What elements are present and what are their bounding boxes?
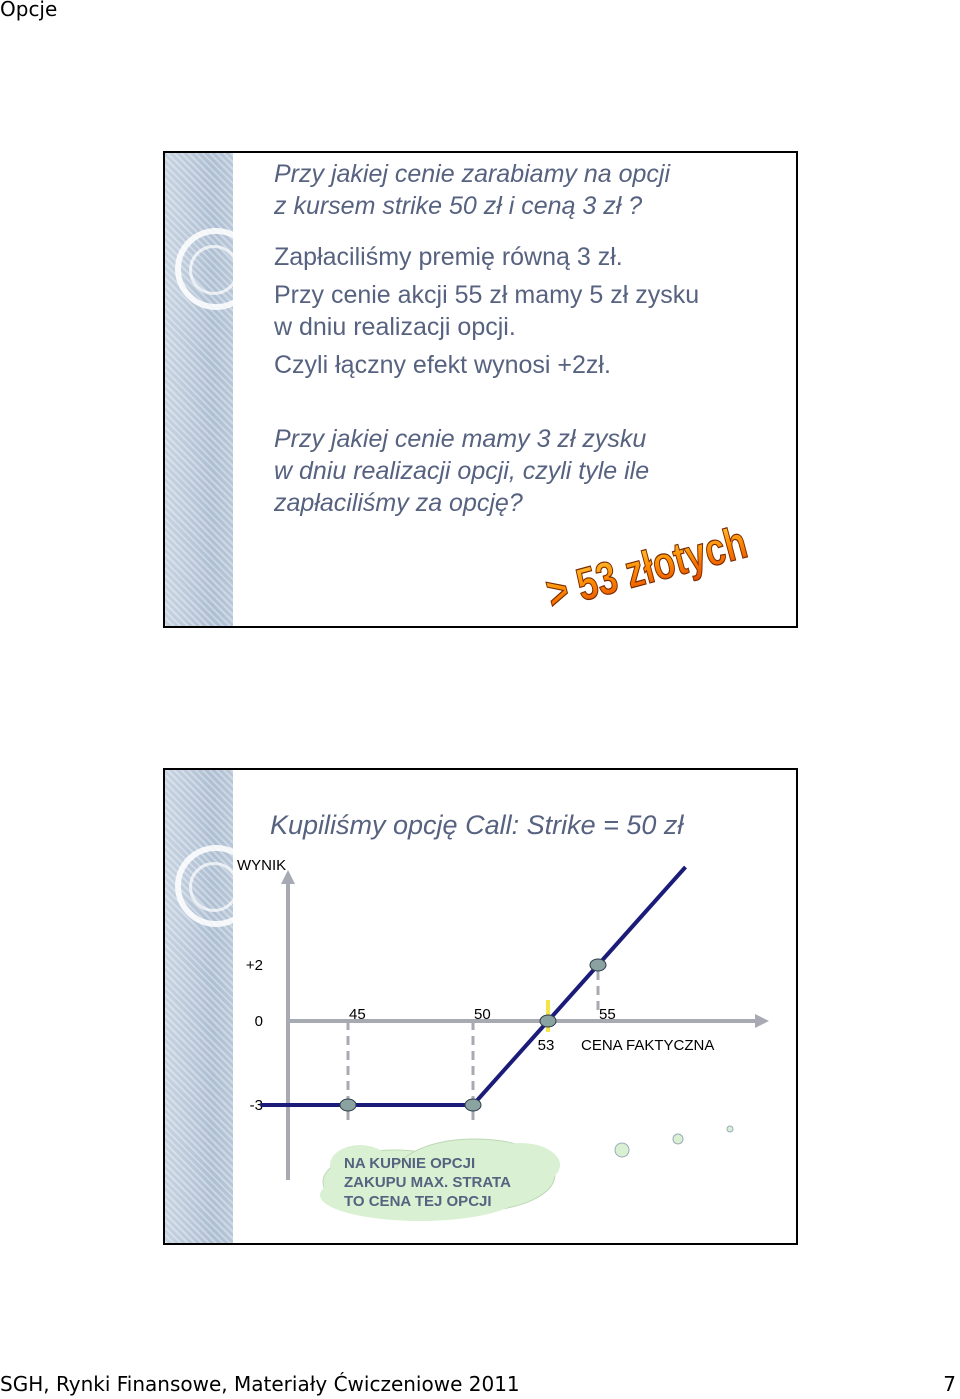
x-tick-layer xyxy=(349,1006,616,1054)
y-tick-label: -3 xyxy=(249,1097,263,1114)
y-tick-label: +2 xyxy=(245,957,263,974)
x-tick-label: 55 xyxy=(599,1006,616,1023)
answer-line: w dniu realizacji opcji. xyxy=(274,313,516,341)
question-1 xyxy=(274,158,670,222)
wordart-text: > 53 złotych xyxy=(540,500,808,619)
data-point xyxy=(540,1015,556,1027)
y-tick-layer xyxy=(246,957,263,1114)
question-1-line: Przy jakiej cenie zarabiamy na opcji xyxy=(274,160,671,188)
cloud-callout xyxy=(320,1139,560,1221)
x-axis-label: CENA FAKTYCZNA xyxy=(581,1037,715,1054)
y-tick-label: 0 xyxy=(254,1013,263,1030)
x-axis-arrow xyxy=(755,1014,769,1028)
x-tick-label: 53 xyxy=(537,1037,555,1054)
page-header: Opcje xyxy=(0,0,58,21)
page-number: 7 xyxy=(943,1372,956,1396)
x-tick-label: 45 xyxy=(349,1006,366,1023)
answer-block xyxy=(274,239,699,383)
callout-line: TO CENA TEJ OPCJI xyxy=(344,1193,492,1210)
answer-line: Zapłaciliśmy premię równą 3 zł. xyxy=(274,243,623,271)
slide-2 xyxy=(163,768,798,1245)
thought-bubble xyxy=(727,1126,733,1132)
data-point xyxy=(465,1099,481,1111)
question-2-line: w dniu realizacji opcji, czyli tyle ile xyxy=(274,457,650,485)
thought-bubble xyxy=(673,1134,683,1144)
question-1-line: z kursem strike 50 zł i ceną 3 zł ? xyxy=(274,192,643,220)
thought-bubble xyxy=(615,1143,629,1157)
ring-decoration xyxy=(189,245,239,295)
slide-2-title: Kupiliśmy opcję Call: Strike = 50 zł xyxy=(270,810,684,840)
question-2-line: zapłaciliśmy za opcję? xyxy=(274,489,523,517)
page-footer: SGH, Rynki Finansowe, Materiały Ćwiczeniowe 2011 xyxy=(0,1372,520,1396)
y-axis-label: WYNIK xyxy=(237,857,287,874)
callout-line: NA KUPNIE OPCJI xyxy=(344,1155,476,1172)
payoff-chart xyxy=(165,770,796,1243)
data-point xyxy=(590,959,606,971)
question-2-line: Przy jakiej cenie mamy 3 zł zysku xyxy=(274,425,647,453)
answer-line: Przy cenie akcji 55 zł mamy 5 zł zysku xyxy=(274,281,700,309)
answer-line: Czyli łączny efekt wynosi +2zł. xyxy=(274,351,611,379)
slide-1 xyxy=(163,151,808,628)
slide-stripe xyxy=(165,153,233,626)
wordart-answer xyxy=(525,478,808,619)
x-tick-label: 50 xyxy=(474,1006,491,1023)
data-point xyxy=(340,1099,356,1111)
callout-line: ZAKUPU MAX. STRATA xyxy=(344,1174,511,1191)
